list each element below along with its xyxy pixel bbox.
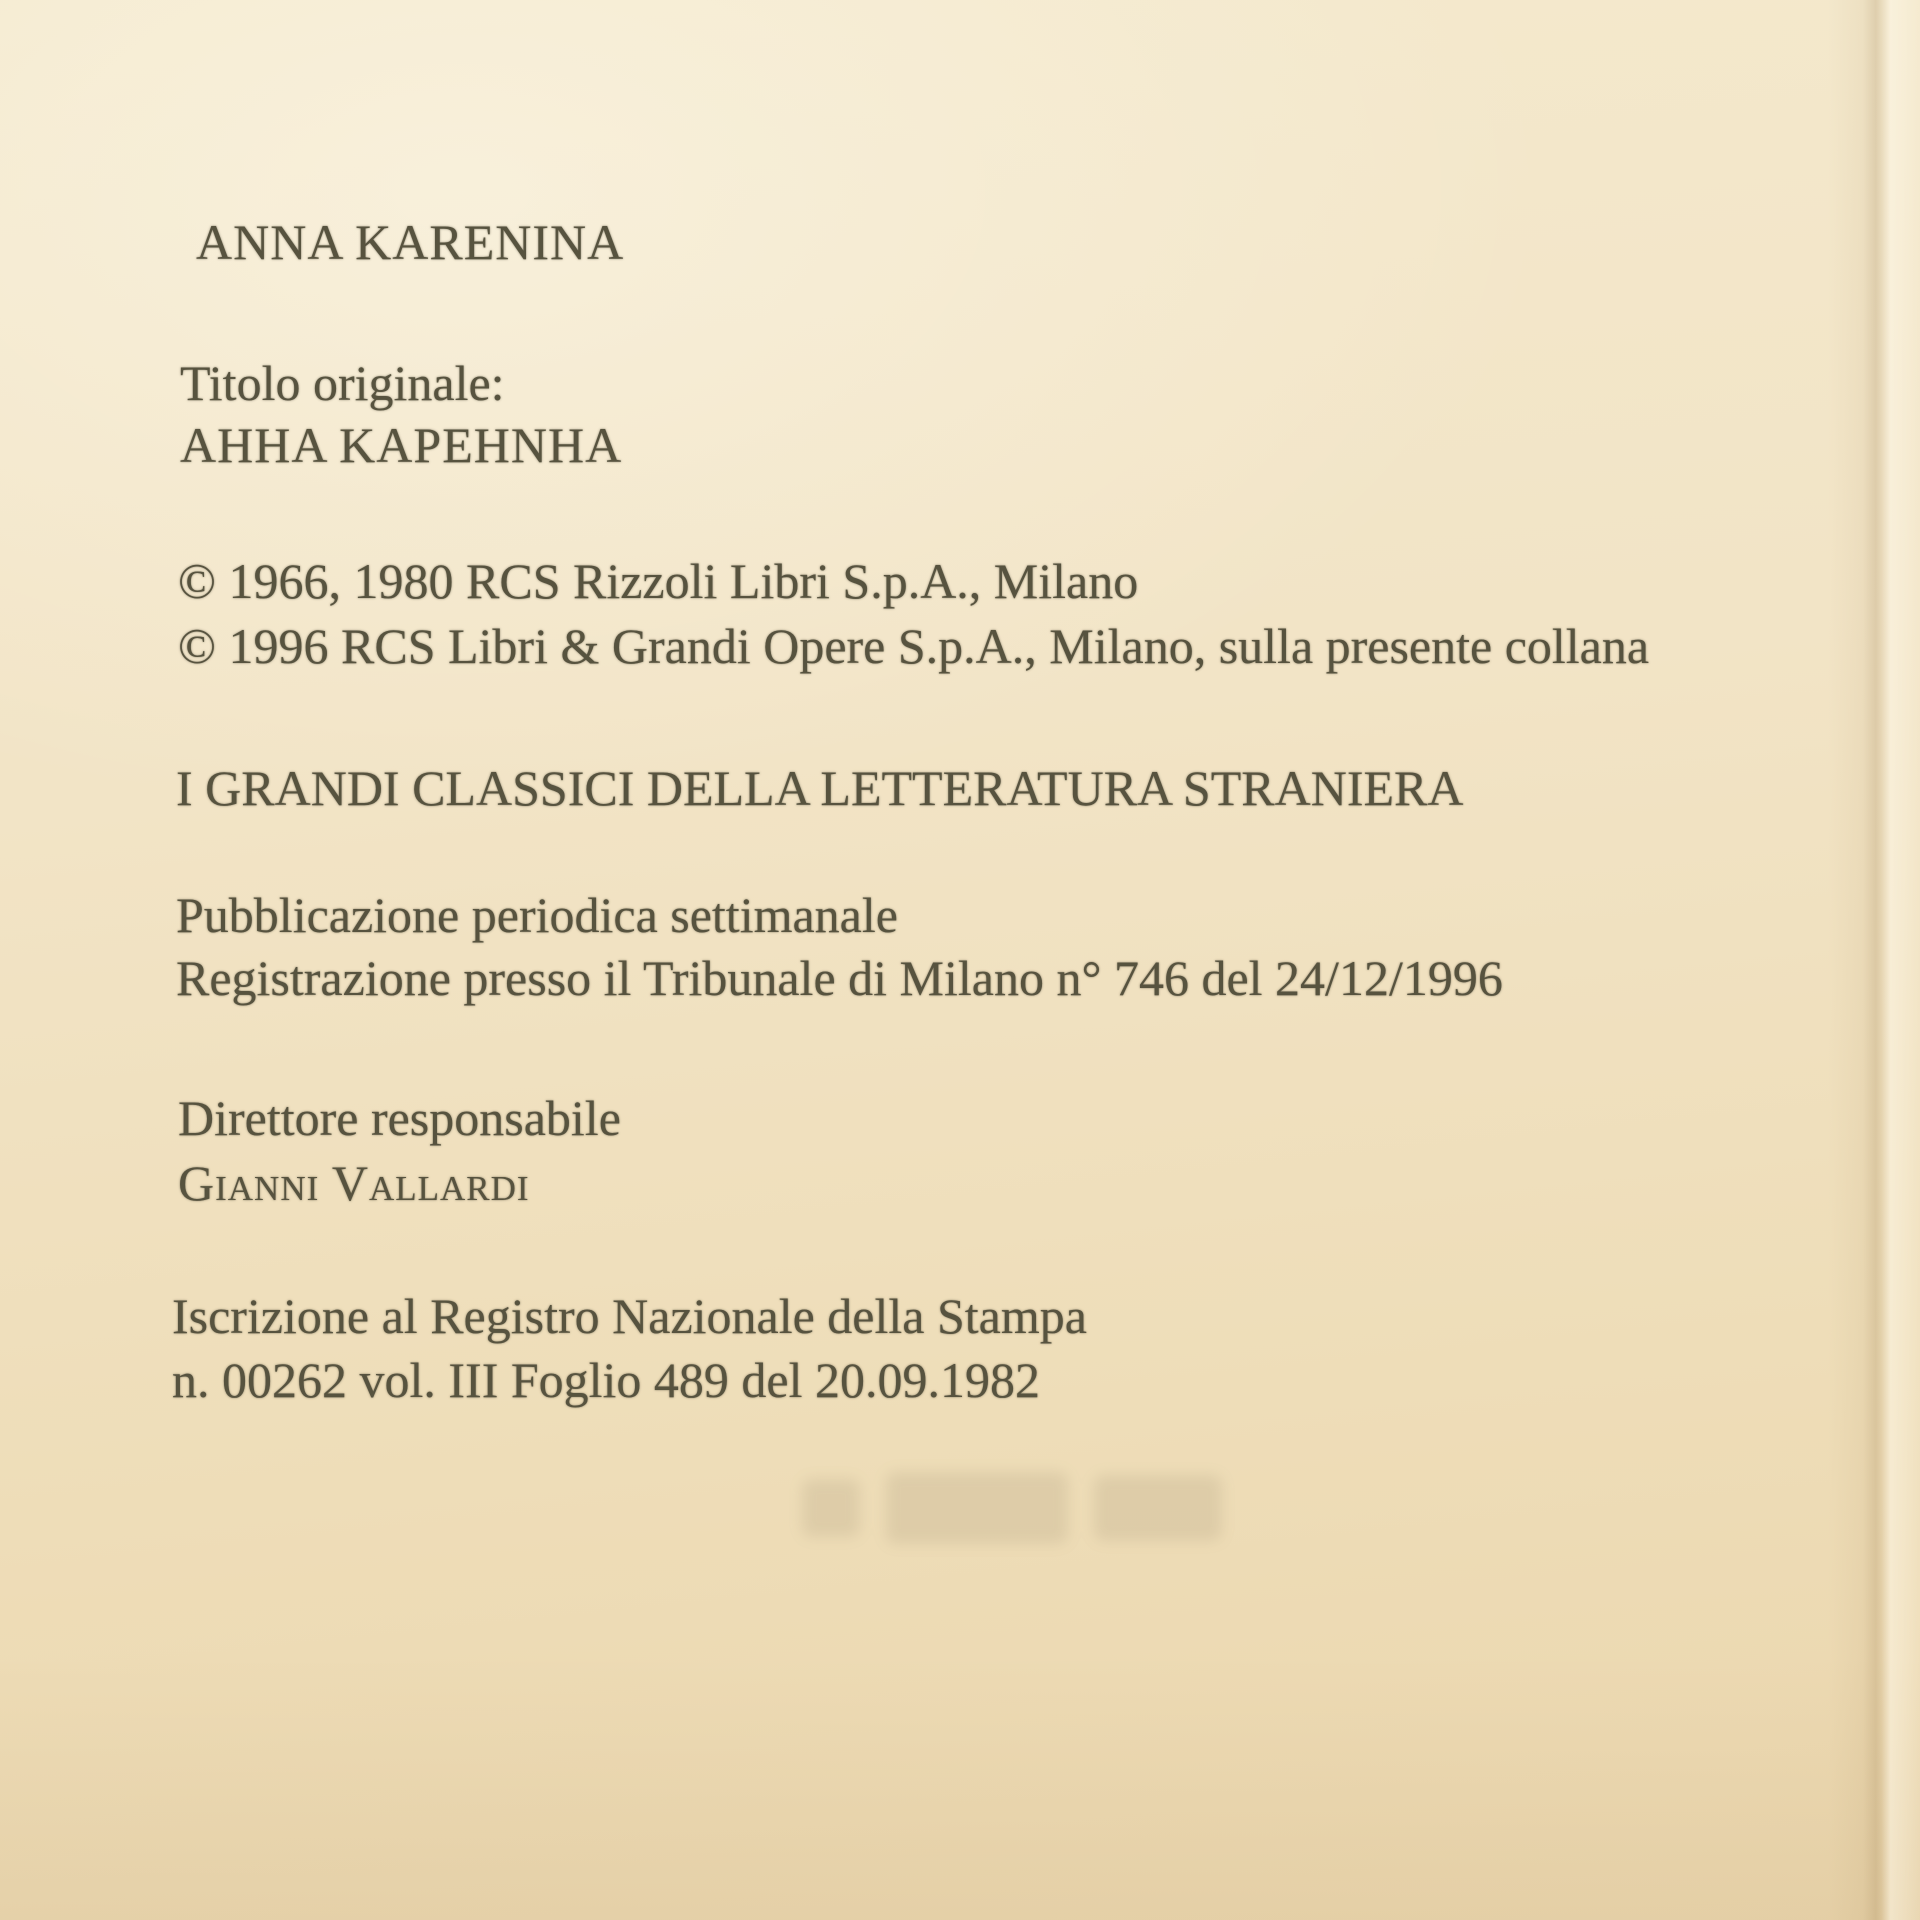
director-name: Gianni Vallardi (178, 1155, 530, 1211)
page-fold-edge (1828, 0, 1920, 1920)
copyright-line-2: © 1996 RCS Libri & Grandi Opere S.p.A., Milano, sulla presente collana (178, 618, 1650, 674)
book-title: ANNA KARENINA (196, 214, 625, 270)
copyright-line-1: © 1966, 1980 RCS Rizzoli Libri S.p.A., Milano (178, 553, 1139, 609)
series-title: I GRANDI CLASSICI DELLA LETTERATURA STRANIERA (176, 760, 1464, 816)
director-label: Direttore responsabile (178, 1090, 621, 1146)
publication-line-2: Registrazione presso il Tribunale di Milano n° 746 del 24/12/1996 (176, 950, 1503, 1006)
registry-line-2: n. 00262 vol. III Foglio 489 del 20.09.1982 (172, 1352, 1041, 1408)
original-title-label: Titolo originale: (180, 355, 505, 411)
show-through-smudge (802, 1462, 1222, 1554)
publication-line-1: Pubblicazione periodica settimanale (176, 887, 898, 943)
registry-line-1: Iscrizione al Registro Nazionale della Stampa (172, 1288, 1087, 1344)
original-title: AHHA KAPEHNHA (180, 417, 623, 473)
